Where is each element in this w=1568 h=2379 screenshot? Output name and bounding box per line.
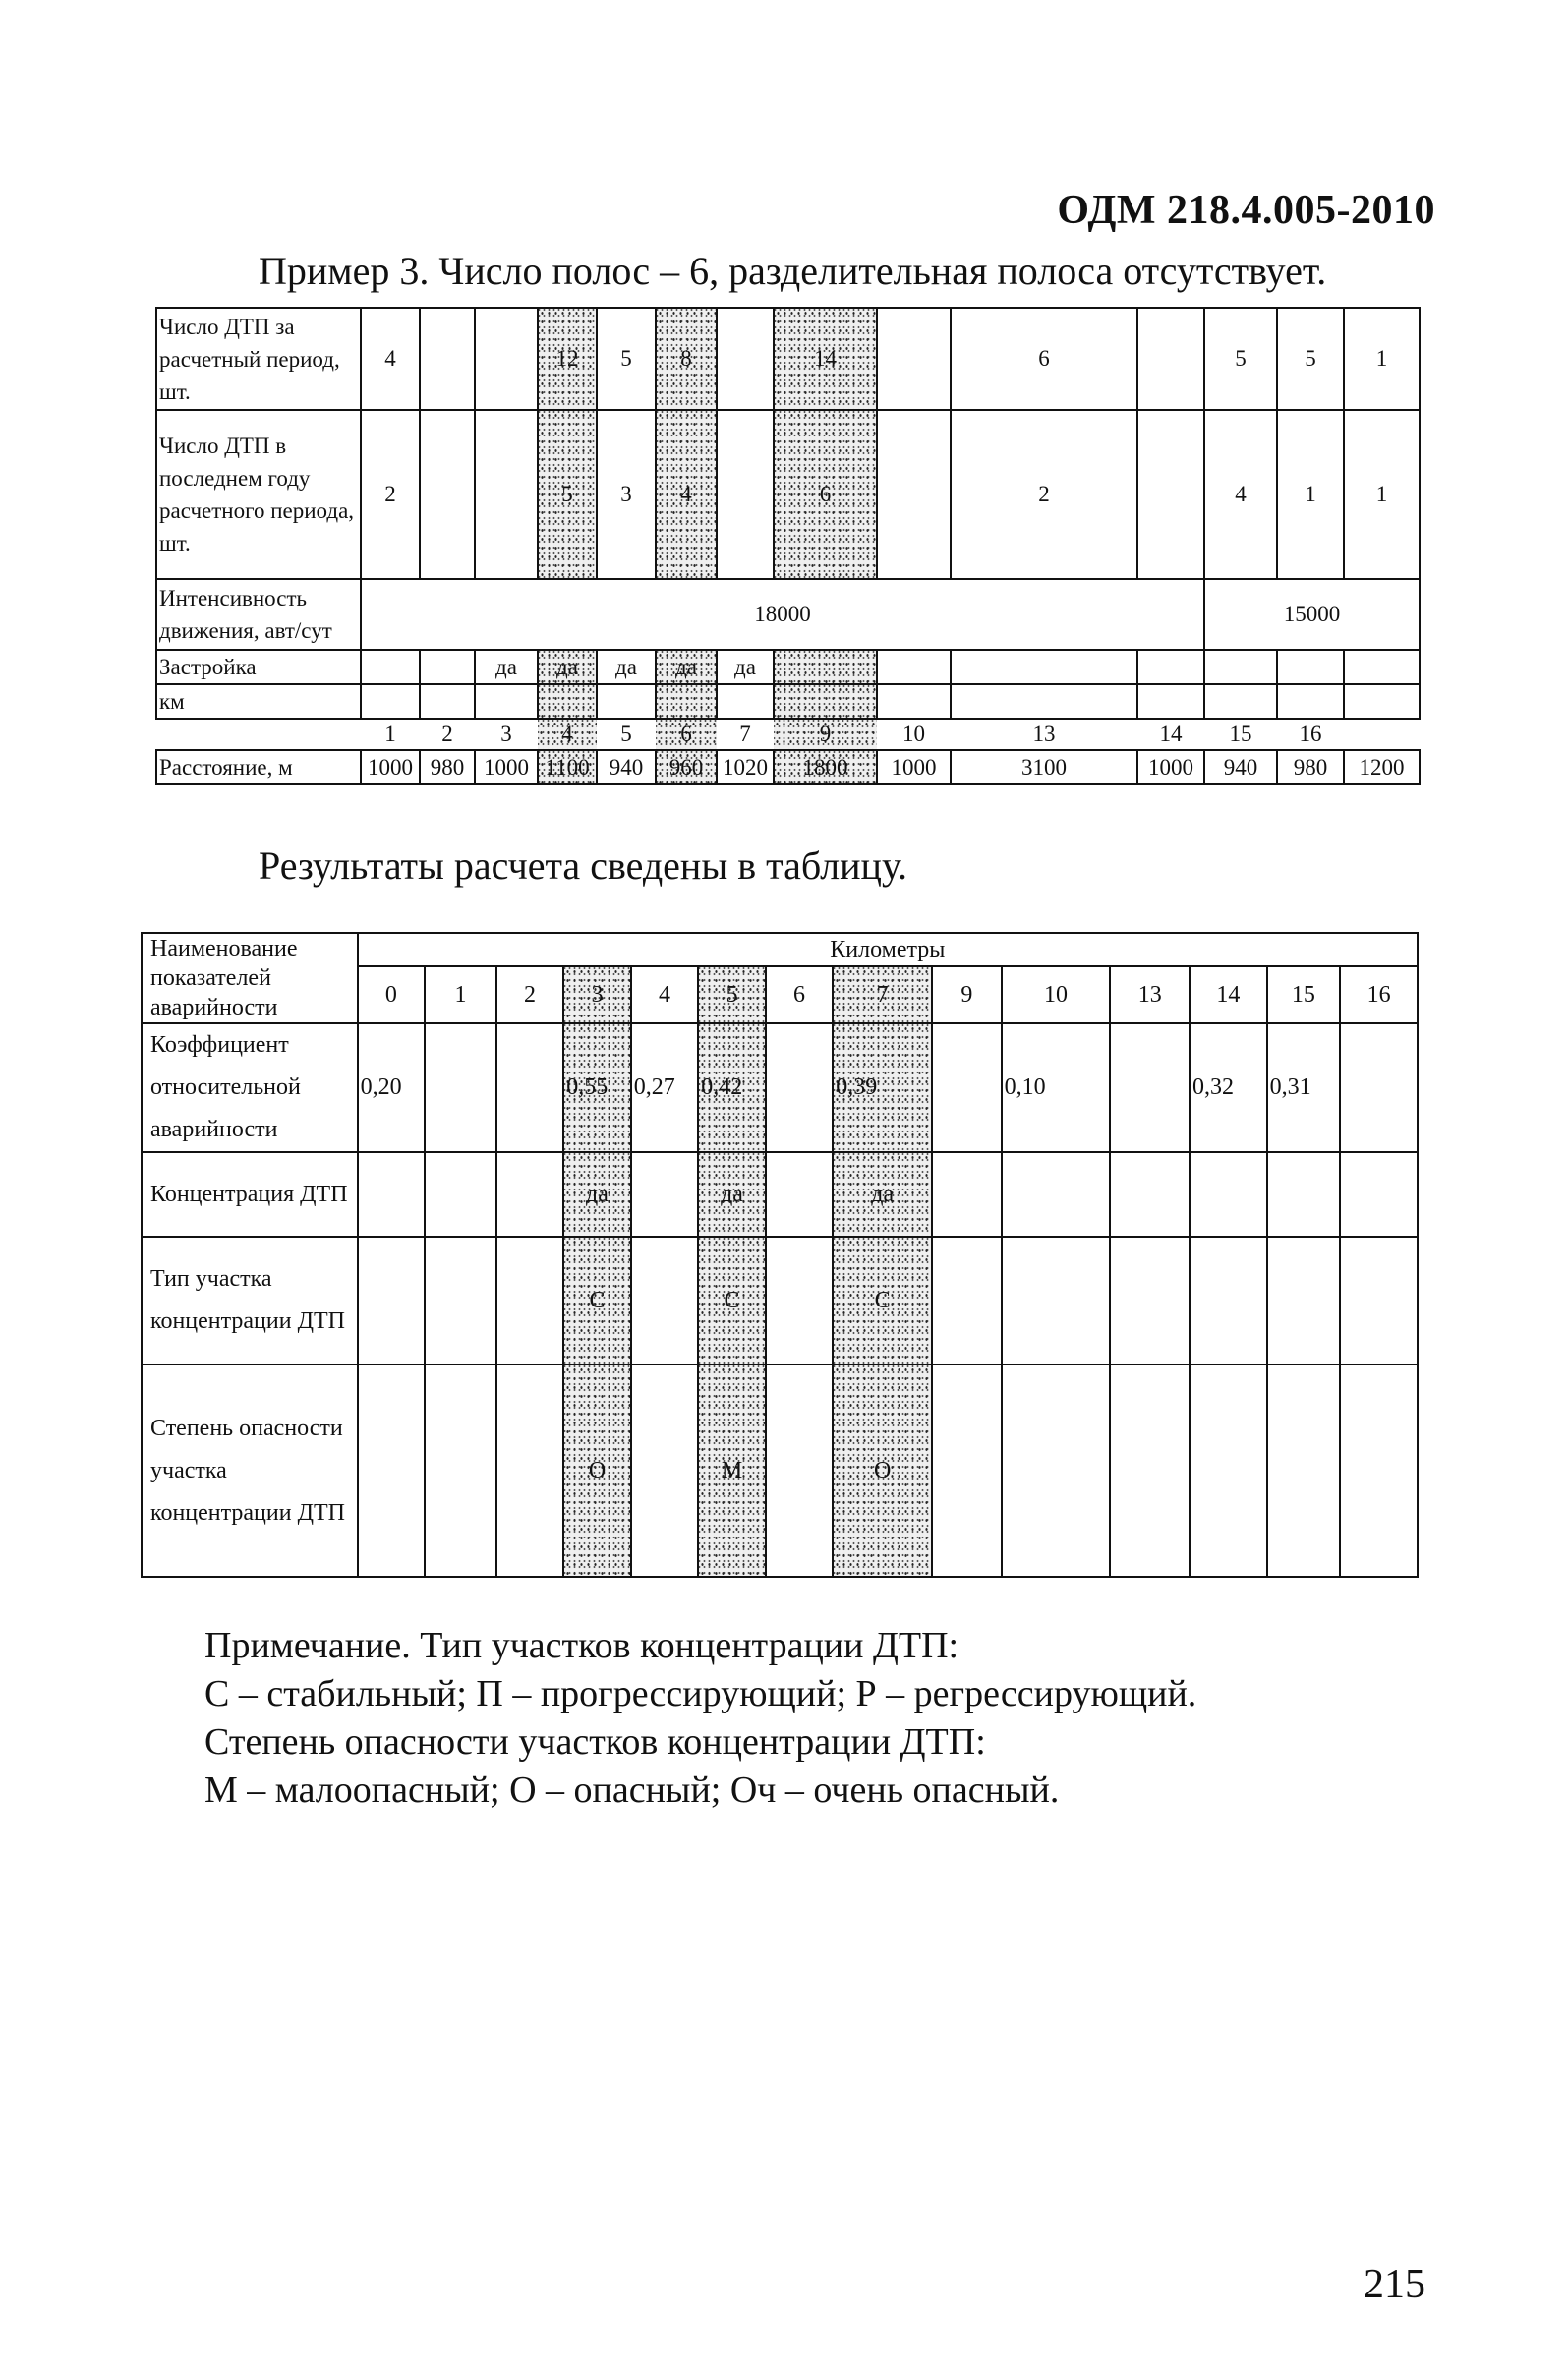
concentration-cell [1190, 1152, 1267, 1237]
type-cell [425, 1237, 496, 1364]
dtp-total-cell: 12 [538, 308, 597, 410]
buildings-cell [1344, 650, 1420, 684]
buildings-cell [1277, 650, 1344, 684]
buildings-cell [774, 650, 877, 684]
km-number: 13 [951, 719, 1137, 750]
dtp-total-cell [717, 308, 774, 410]
danger-cell [1190, 1364, 1267, 1577]
type-cell [932, 1237, 1002, 1364]
km-value-cell: 0 [358, 966, 426, 1023]
coefficient-cell [496, 1023, 564, 1152]
dtp-total-row [156, 308, 1420, 410]
input-data-table [155, 307, 1421, 785]
km-value-cell: 2 [496, 966, 564, 1023]
km-cell [877, 684, 951, 719]
row-label: км [156, 684, 361, 719]
danger-cell [1002, 1364, 1111, 1577]
concentration-cell [358, 1152, 426, 1237]
document-code: ОДМ 218.4.005-2010 [1057, 188, 1435, 233]
row-label: Коэффициент относительной аварийности [142, 1023, 358, 1152]
buildings-cell [951, 650, 1137, 684]
distance-cell: 960 [656, 750, 717, 784]
km-cell [774, 684, 877, 719]
blank-cell [1344, 719, 1420, 750]
coefficient-cell: 0,39 [833, 1023, 932, 1152]
coefficient-cell [766, 1023, 834, 1152]
type-cell [1267, 1237, 1341, 1364]
dtp-last-year-cell [420, 410, 475, 579]
km-number: 4 [538, 719, 597, 750]
km-header: Километры [358, 933, 1418, 966]
km-value-cell: 5 [698, 966, 766, 1023]
km-value-cell: 13 [1110, 966, 1190, 1023]
concentration-cell [1340, 1152, 1418, 1237]
km-number: 9 [774, 719, 877, 750]
type-cell [496, 1237, 564, 1364]
dtp-last-year-cell: 3 [597, 410, 656, 579]
blank-cell [156, 719, 361, 750]
distance-cell: 1100 [538, 750, 597, 784]
buildings-cell [1137, 650, 1204, 684]
distance-cell: 980 [1277, 750, 1344, 784]
coefficient-cell: 0,31 [1267, 1023, 1341, 1152]
traffic-row [156, 579, 1420, 650]
coefficient-cell: 0,32 [1190, 1023, 1267, 1152]
km-cell [1344, 684, 1420, 719]
km-cell [717, 684, 774, 719]
distance-cell: 940 [1204, 750, 1277, 784]
dtp-total-cell: 5 [1277, 308, 1344, 410]
concentration-cell [1267, 1152, 1341, 1237]
distance-cell: 1000 [475, 750, 538, 784]
distance-cell: 1200 [1344, 750, 1420, 784]
dtp-total-cell: 5 [1204, 308, 1277, 410]
km-number: 10 [877, 719, 951, 750]
traffic-value-cell: 18000 [361, 579, 1204, 650]
km-cell [656, 684, 717, 719]
type-cell: С [563, 1237, 631, 1364]
km-number: 3 [475, 719, 538, 750]
concentration-cell [496, 1152, 564, 1237]
danger-cell [496, 1364, 564, 1577]
coefficient-row [142, 1023, 1418, 1152]
distance-cell: 980 [420, 750, 475, 784]
dtp-last-year-cell [1137, 410, 1204, 579]
km-header-row [142, 933, 1418, 966]
km-value-cell: 16 [1340, 966, 1418, 1023]
dtp-total-cell: 14 [774, 308, 877, 410]
dtp-last-year-cell: 2 [361, 410, 420, 579]
type-cell: С [833, 1237, 932, 1364]
row-label: Число ДТП за расчетный период, шт. [156, 308, 361, 410]
distance-cell: 3100 [951, 750, 1137, 784]
km-number: 16 [1277, 719, 1344, 750]
dtp-total-cell: 6 [951, 308, 1137, 410]
danger-cell: М [698, 1364, 766, 1577]
dtp-total-cell: 8 [656, 308, 717, 410]
danger-cell: О [563, 1364, 631, 1577]
danger-cell [1267, 1364, 1341, 1577]
concentration-cell [932, 1152, 1002, 1237]
dtp-last-year-cell: 1 [1344, 410, 1420, 579]
concentration-row [142, 1152, 1418, 1237]
concentration-cell [766, 1152, 834, 1237]
buildings-cell: да [656, 650, 717, 684]
dtp-last-year-cell [717, 410, 774, 579]
danger-cell [358, 1364, 426, 1577]
type-cell [1340, 1237, 1418, 1364]
coefficient-cell [932, 1023, 1002, 1152]
dtp-total-cell [420, 308, 475, 410]
distance-cell: 1020 [717, 750, 774, 784]
row-label: Тип участка концентрации ДТП [142, 1237, 358, 1364]
danger-cell: О [833, 1364, 932, 1577]
distance-cell: 1000 [877, 750, 951, 784]
km-value-cell: 3 [563, 966, 631, 1023]
km-cell [361, 684, 420, 719]
header-label: Наименование показателей аварийности [142, 933, 358, 1023]
concentration-cell [631, 1152, 699, 1237]
km-cell [420, 684, 475, 719]
km-value-cell: 4 [631, 966, 699, 1023]
km-cell [475, 684, 538, 719]
km-number: 5 [597, 719, 656, 750]
km-value-cell: 15 [1267, 966, 1341, 1023]
coefficient-cell [425, 1023, 496, 1152]
type-cell [631, 1237, 699, 1364]
dtp-total-cell: 1 [1344, 308, 1420, 410]
danger-cell [932, 1364, 1002, 1577]
coefficient-cell: 0,27 [631, 1023, 699, 1152]
dtp-total-cell: 5 [597, 308, 656, 410]
dtp-total-cell: 4 [361, 308, 420, 410]
results-heading: Результаты расчета сведены в таблицу. [259, 843, 907, 888]
type-row [142, 1237, 1418, 1364]
concentration-cell: да [698, 1152, 766, 1237]
km-number: 15 [1204, 719, 1277, 750]
buildings-cell [1204, 650, 1277, 684]
concentration-cell [425, 1152, 496, 1237]
note-line: М – малоопасный; О – опасный; Оч – очень опасный. [204, 1770, 1060, 1811]
buildings-cell [361, 650, 420, 684]
km-value-cell: 7 [833, 966, 932, 1023]
distance-cell: 1800 [774, 750, 877, 784]
row-label: Концентрация ДТП [142, 1152, 358, 1237]
km-number: 7 [717, 719, 774, 750]
coefficient-cell: 0,42 [698, 1023, 766, 1152]
danger-cell [631, 1364, 699, 1577]
notes [204, 1622, 1196, 1815]
note-line: С – стабильный; П – прогрессирующий; Р – регрессирующий. [204, 1673, 1197, 1714]
dtp-last-year-cell: 4 [656, 410, 717, 579]
dtp-last-year-cell: 4 [1204, 410, 1277, 579]
coefficient-cell [1110, 1023, 1190, 1152]
danger-row [142, 1364, 1418, 1577]
coefficient-cell: 0,10 [1002, 1023, 1111, 1152]
coefficient-cell [1340, 1023, 1418, 1152]
danger-cell [1110, 1364, 1190, 1577]
km-cell [1204, 684, 1277, 719]
km-value-cell: 6 [766, 966, 834, 1023]
page-number: 215 [1364, 2262, 1425, 2307]
km-cell [1137, 684, 1204, 719]
row-label: Число ДТП в последнем году расчетного периода, шт. [156, 410, 361, 579]
km-cell [951, 684, 1137, 719]
coefficient-cell: 0,55 [563, 1023, 631, 1152]
note-line: Примечание. Тип участков концентрации ДТП: [204, 1625, 959, 1666]
km-number: 6 [656, 719, 717, 750]
buildings-row [156, 650, 1420, 684]
dtp-last-year-cell: 1 [1277, 410, 1344, 579]
concentration-cell: да [833, 1152, 932, 1237]
coefficient-cell: 0,20 [358, 1023, 426, 1152]
dtp-total-cell [475, 308, 538, 410]
example-heading: Пример 3. Число полос – 6, разделительная полоса отсутствует. [259, 249, 1327, 293]
km-value-cell: 9 [932, 966, 1002, 1023]
type-cell: С [698, 1237, 766, 1364]
concentration-cell [1110, 1152, 1190, 1237]
km-number-row [156, 719, 1420, 750]
dtp-last-year-cell [877, 410, 951, 579]
note-line: Степень опасности участков концентрации ДТП: [204, 1721, 986, 1763]
concentration-cell: да [563, 1152, 631, 1237]
row-label: Степень опасности участка концентрации ДТП [142, 1364, 358, 1577]
danger-cell [766, 1364, 834, 1577]
distance-row [156, 750, 1420, 784]
row-label: Застройка [156, 650, 361, 684]
dtp-total-cell [877, 308, 951, 410]
type-cell [1002, 1237, 1111, 1364]
buildings-cell: да [475, 650, 538, 684]
row-label: Расстояние, м [156, 750, 361, 784]
traffic-value-cell: 15000 [1204, 579, 1420, 650]
danger-cell [1340, 1364, 1418, 1577]
type-cell [358, 1237, 426, 1364]
dtp-last-year-row [156, 410, 1420, 579]
distance-cell: 1000 [1137, 750, 1204, 784]
dtp-total-cell [1137, 308, 1204, 410]
buildings-cell: да [597, 650, 656, 684]
km-number: 2 [420, 719, 475, 750]
distance-cell: 1000 [361, 750, 420, 784]
km-cell [538, 684, 597, 719]
buildings-cell: да [538, 650, 597, 684]
dtp-last-year-cell: 2 [951, 410, 1137, 579]
km-value-cell: 10 [1002, 966, 1111, 1023]
type-cell [766, 1237, 834, 1364]
km-row [156, 684, 1420, 719]
type-cell [1190, 1237, 1267, 1364]
distance-cell: 940 [597, 750, 656, 784]
row-label: Интенсивность движения, авт/сут [156, 579, 361, 650]
buildings-cell [420, 650, 475, 684]
type-cell [1110, 1237, 1190, 1364]
buildings-cell [877, 650, 951, 684]
km-value-cell: 1 [425, 966, 496, 1023]
km-number: 14 [1137, 719, 1204, 750]
results-table [141, 932, 1419, 1578]
danger-cell [425, 1364, 496, 1577]
buildings-cell: да [717, 650, 774, 684]
dtp-last-year-cell: 6 [774, 410, 877, 579]
km-number: 1 [361, 719, 420, 750]
km-value-cell: 14 [1190, 966, 1267, 1023]
dtp-last-year-cell: 5 [538, 410, 597, 579]
dtp-last-year-cell [475, 410, 538, 579]
km-cell [597, 684, 656, 719]
km-cell [1277, 684, 1344, 719]
concentration-cell [1002, 1152, 1111, 1237]
